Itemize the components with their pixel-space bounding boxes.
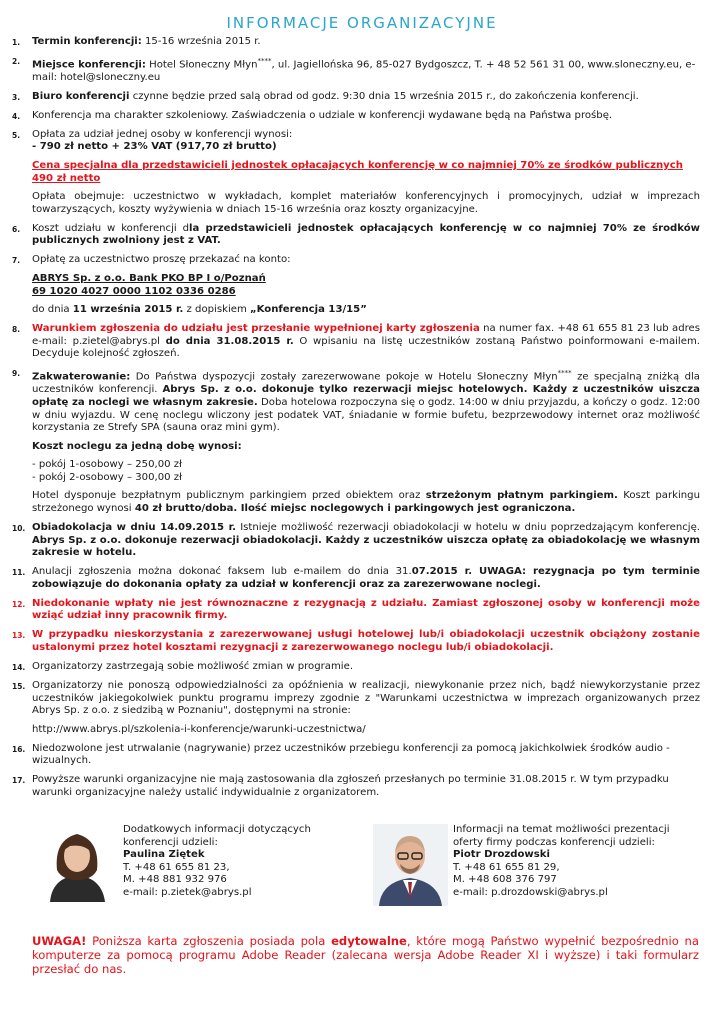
list-item-12: [12, 598, 700, 623]
item-bold-text: Abrys Sp. z o.o. dokonuje rezerwacji obiadokolacji. Każdy z uczestników uiszcza opłatę za obiadokolację we własnym zakresie w hotelu.: [32, 534, 700, 559]
contact-mobile: M. +48 881 932 976: [123, 874, 227, 886]
item-number: 12.: [12, 599, 26, 609]
item-text: 15-16 września 2015 r.: [141, 36, 261, 47]
item-bold-text: la przedstawicieli jednostek opłacających konferencję w co najmniej 70% ze środków publicznych zwolniony jest z VAT.: [32, 222, 700, 247]
special-price-value: 490 zł netto: [32, 172, 101, 184]
item-text: Do Państwa dyspozycji zostały zarezerwowane pokoje w Hotelu Słoneczny Młyn: [130, 371, 558, 383]
contact-phone: T. +48 61 655 81 23,: [123, 861, 230, 873]
item-text: Hotel Słoneczny Młyn: [145, 59, 258, 71]
item-text: Koszt udziału w konferencji d: [32, 222, 190, 234]
hotel-stars: ****: [557, 369, 572, 378]
item-label: Miejsce konferencji:: [32, 59, 146, 71]
payment-deadline: [32, 304, 700, 317]
contact-photo-left: [40, 820, 115, 902]
list-item-8: [12, 323, 700, 361]
list-item-4: [12, 110, 700, 123]
conditions-list: [12, 36, 700, 806]
parking-text: Koszt parkingu strzeżonego wynosi: [32, 490, 700, 515]
list-item-6: [12, 223, 700, 248]
item-number: 14.: [12, 662, 26, 672]
contact-left: [123, 824, 311, 900]
contact-intro: oferty firmy podczas konferencji udzieli:: [453, 836, 655, 848]
deadline-pre: do dnia: [32, 304, 73, 316]
contact-intro: konferencji udzieli:: [123, 836, 218, 848]
item-text: Istnieje możliwość rezerwacji obiadokolacji w hotelu w dniu poprzedzającym konferencję.: [235, 522, 700, 534]
item-number: 3.: [12, 92, 21, 102]
contact-mobile: M. +48 608 376 797: [453, 874, 557, 886]
contact-right: [453, 824, 670, 900]
contact-phone: T. +48 61 655 81 29,: [453, 861, 560, 873]
bank-name: ABRYS Sp. z o.o. Bank PKO BP I o/Poznań: [32, 273, 266, 285]
contacts-section: [0, 820, 724, 910]
item-number: 2.: [12, 56, 21, 66]
contact-name: Paulina Ziętek: [123, 849, 205, 861]
item-text: Niedozwolone jest utrwalanie (nagrywanie) przez uczestników przebiegu konferencji za pomocą jakichkolwiek środków audio -wizualnych.: [32, 742, 670, 767]
list-item-10: [12, 522, 700, 560]
item-number: 5.: [12, 130, 21, 140]
item-red-text: Warunkiem zgłoszenia do udziału jest przesłanie wypełnionej karty zgłoszenia: [32, 323, 480, 335]
item-text: Powyższe warunki organizacyjne nie mają zastosowania dla zgłoszeń przesłanych po terminie 31.08.2015 r. W tym przypadku warunki organizacyjne należy ustalić indywidualnie z organizatorem.: [32, 774, 669, 798]
parking-info: [32, 490, 700, 515]
list-item-11: [12, 566, 700, 591]
item-text: O wpisaniu na listę uczestników zostaną Państwo poinformowani e-mailem. Decyduje kolejność zgłoszeń.: [32, 335, 700, 360]
notice-bold: edytowalne: [331, 934, 407, 948]
price-line: - 790 zł netto + 23% VAT (917,70 zł brutto): [32, 141, 277, 153]
item-number: 9.: [12, 369, 21, 379]
item-text: Opłata za udział jednej osoby w konferencji wynosi:: [32, 128, 293, 140]
item-number: 10.: [12, 524, 26, 534]
list-item-1: [12, 36, 700, 49]
item-number: 6.: [12, 224, 21, 234]
list-item-3: [12, 91, 700, 104]
room-double: - pokój 2-osobowy – 300,00 zł: [32, 471, 182, 483]
list-item-17: [12, 774, 700, 799]
person-photo-icon: [373, 824, 448, 906]
special-price-label: Cena specjalna dla przedstawicieli jednostek opłacających konferencję w co najmniej 70% ze środków publicznych: [32, 160, 683, 172]
list-item-16: [12, 743, 700, 768]
editable-form-notice: [32, 934, 699, 977]
item-number: 17.: [12, 776, 26, 786]
fee-includes: Opłata obejmuje: uczestnictwo w wykładach, komplet materiałów konferencyjnych i promocyjnych, udział w imprezach towarzyszących, koszty wyżywienia w dniach 15-16 września oraz koszty organizacyjne.: [32, 191, 700, 215]
notice-text: , które mogą Państwo wypełnić bezpośrednio na komputerze za pomocą programu Adobe Reader (zalecana wersja Adobe Reader XI i wyższe) i taki formularz przesłać do nas.: [32, 934, 700, 977]
item-text: Doba hotelowa rozpoczyna się o godz. 14:00 w dniu przyjazdu, a kończy o godz. 12:00 w dniu wyjazdu. W cenę noclegu wliczony jest podatek VAT, śniadanie w formie bufetu, bezprzewodowy internet oraz możliwość korzystania ze Strefy SPA (sauna oraz mini gym).: [32, 396, 700, 434]
item-number: 16.: [12, 744, 26, 754]
item-text: ze specjalną zniżką dla uczestników konferencji.: [32, 371, 700, 396]
item-number: 11.: [12, 568, 26, 578]
contact-email[interactable]: e-mail: p.zietek@abrys.pl: [123, 886, 252, 898]
notice-text: Poniższa karta zgłoszenia posiada pola: [86, 934, 332, 948]
list-item-7: [12, 254, 700, 316]
person-photo-icon: [40, 820, 115, 902]
contact-intro: Informacji na temat możliwości prezentacji: [453, 824, 670, 835]
parking-bold: 40 zł brutto/doba. Ilość miejsc noclegowych i parkingowych jest ograniczona.: [134, 503, 576, 515]
item-label: Zakwaterowanie:: [32, 371, 131, 383]
item-text: Organizatorzy zastrzegają sobie możliwość zmian w programie.: [32, 660, 354, 672]
item-text: Opłatę za uczestnictwo proszę przekazać na konto:: [32, 254, 291, 266]
item-text: , ul. Jagiellońska 96, 85-027 Bydgoszcz, T. + 48 52 561 31 00, www.sloneczny.eu, e-mail: hotel@sloneczny.eu: [32, 59, 696, 83]
item-label: Biuro konferencji: [32, 90, 130, 102]
item-number: 4.: [12, 111, 21, 121]
item-number: 13.: [12, 631, 26, 641]
notice-warning: UWAGA!: [32, 934, 87, 948]
list-item-5: [12, 129, 700, 217]
item-number: 7.: [12, 256, 21, 266]
item-text: W przypadku nieskorzystania z zarezerwowanej usługi hotelowej lub/i obiadokolacji uczestnik obciążony zostanie ustalonymi przez hotel kosztami rezygnacji z zarezerwowanego noclegu lub/i obiadokolacji.: [32, 629, 700, 653]
item-number: 8.: [12, 325, 21, 335]
item-text: na numer fax. +48 61 655 81 23 lub adres e-mail: p.zietel@abrys.pl: [32, 323, 701, 347]
list-item-2: [12, 55, 700, 85]
contact-name: Piotr Drozdowski: [453, 849, 550, 861]
contact-photo-right: [373, 824, 448, 906]
parking-text: Hotel dysponuje bezpłatnym publicznym parkingiem przed obiektem oraz: [32, 490, 426, 502]
contact-intro: Dodatkowych informacji dotyczących: [123, 824, 311, 835]
item-bold-text: 07.2015 r. UWAGA: rezygnacja po tym terminie zobowiązuje do dokonania opłaty za udział w konferencji oraz za zarezerwowane noclegi.: [32, 566, 700, 590]
contact-email[interactable]: e-mail: p.drozdowski@abrys.pl: [453, 886, 608, 898]
list-item-14: [12, 661, 700, 674]
item-text: Organizatorzy nie ponoszą odpowiedzialności za opóźnienia w realizacji, niewykonanie przez nich, bądź niewykorzystanie przez uczestników jakiegokolwiek punktu programu imprezy zgodnie z "Warunkami uczestnictwa w imprezach organizowanych przez Abrys Sp. z o.o. z siedzibą w Poznaniu", dostępnymi na stronie:: [32, 679, 700, 717]
list-item-15: [12, 680, 700, 736]
room-single: - pokój 1-osobowy – 250,00 zł: [32, 459, 182, 471]
parking-bold: strzeżonym płatnym parkingiem.: [425, 490, 618, 502]
item-number: 1.: [12, 38, 21, 47]
room-cost-title: Koszt noclegu za jedną dobę wynosi:: [32, 440, 242, 452]
bank-account: 69 1020 4027 0000 1102 0336 0286: [32, 285, 236, 297]
item-text: Konferencja ma charakter szkoleniowy. Zaświadczenia o udziale w konferencji wydawane będą na Państwa prośbę.: [32, 109, 613, 121]
deadline-mid: z dopiskiem: [183, 304, 251, 316]
deadline-date: 11 września 2015 r.: [72, 304, 184, 316]
item-text: Anulacji zgłoszenia można dokonać faksem lub e-mailem do dnia 31.: [32, 566, 412, 578]
deadline-note: „Konferencja 13/15”: [250, 304, 367, 316]
page-title: INFORMACJE ORGANIZACYJNE: [226, 14, 498, 32]
item-bold-text: Abrys Sp. z o.o. dokonuje tylko rezerwacji miejsc hotelowych. Każdy z uczestników uiszcza opłatę za noclegi we własnym zakresie.: [32, 384, 700, 408]
item-text: czynne będzie przed salą obrad od godz. 9:30 dnia 15 września 2015 r., do zakończenia konferencji.: [129, 90, 639, 102]
item-text: Niedokonanie wpłaty nie jest równoznaczne z rezygnacją z udziału. Zamiast zgłoszonej osoby w konferencji może wziąć udział inny pracownik firmy.: [32, 597, 700, 622]
item-label: Obiadokolacja w dniu 14.09.2015 r.: [32, 522, 236, 534]
item-bold-text: do dnia 31.08.2015 r.: [165, 335, 294, 347]
hotel-stars: ****: [257, 56, 272, 65]
terms-url[interactable]: http://www.abrys.pl/szkolenia-i-konferencje/warunki-uczestnictwa/: [32, 723, 366, 735]
item-label: Termin konferencji:: [32, 36, 142, 47]
item-number: 15.: [12, 681, 26, 691]
list-item-13: [12, 629, 700, 654]
list-item-9: [12, 367, 700, 515]
